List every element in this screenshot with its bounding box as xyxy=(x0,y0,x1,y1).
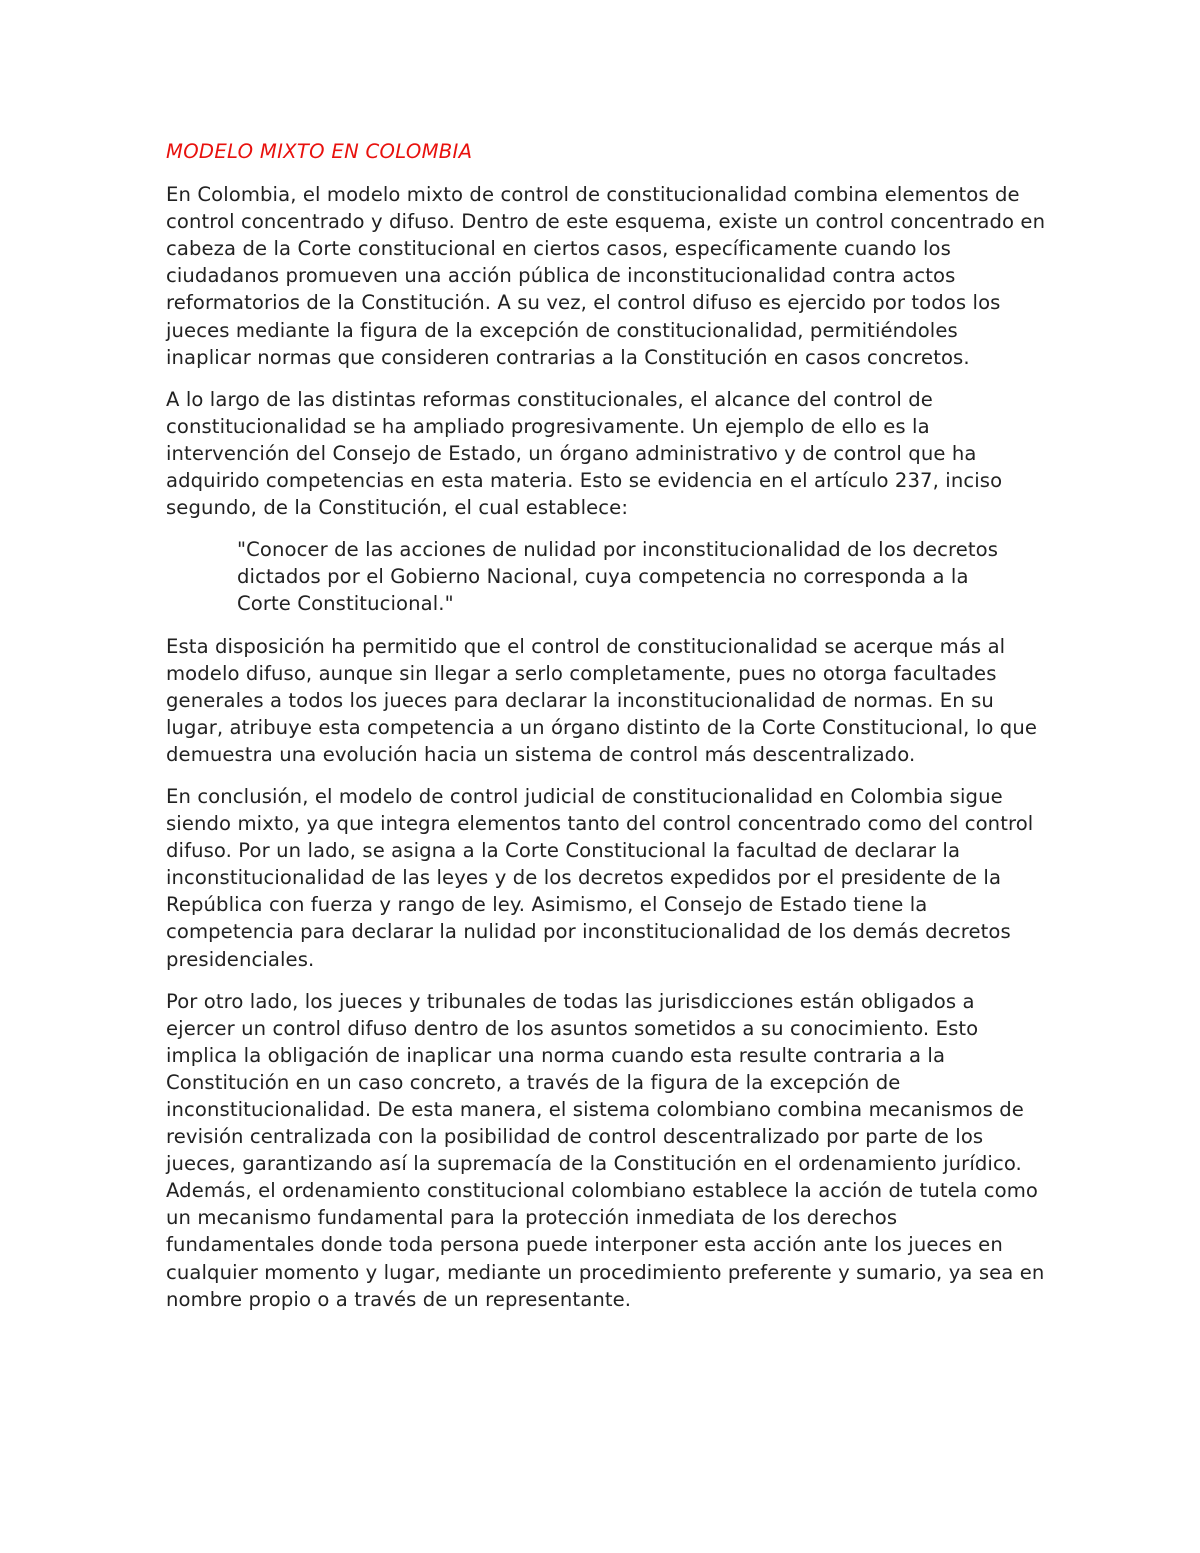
paragraph-judges: Por otro lado, los jueces y tribunales de todas las jurisdicciones están obligados a ejercer un control difuso dentro de los asuntos sometidos a su conocimiento. Esto implica la obligación de inaplicar una norma cuando esta resulte contraria a la Constitución en un caso concreto, a través de la figura de la excepción de inconstitucionalidad. De esta manera, el sistema colombiano combina mecanismos de revisión centralizada con la posibilidad de control descentralizado por parte de los jueces, garantizando así la supremacía de la Constitución en el ordenamiento jurídico. Además, el ordenamiento constitucional colombiano establece la acción de tutela como un mecanismo fundamental para la protección inmediata de los derechos fundamentales donde toda persona puede interponer esta acción ante los jueces en cualquier momento y lugar, mediante un procedimiento preferente y sumario, ya sea en nombre propio o a través de un representante. xyxy=(166,989,1045,1311)
paragraph-reforms: A lo largo de las distintas reformas constitucionales, el alcance del control de constitucionalidad se ha ampliado progresivamente. Un ejemplo de ello es la intervención del Consejo de Estado, un órgano administrativo y de control que ha adquirido competencias en esta materia. Esto se evidencia en el artículo 237, inciso segundo, de la Constitución, el cual establece: xyxy=(166,387,1003,520)
document-title: MODELO MIXTO EN COLOMBIA xyxy=(166,140,473,163)
paragraph-disposition: Esta disposición ha permitido que el control de constitucionalidad se acerque más al modelo difuso, aunque sin llegar a serlo completamente, pues no otorga facultades generales a todos los jueces para declarar la inconstitucionalidad de normas. En su lugar, atribuye esta competencia a un órgano distinto de la Corte Constitucional, lo que demuestra una evolución hacia un sistema de control más descentralizado. xyxy=(166,634,1037,766)
paragraph-intro: En Colombia, el modelo mixto de control de constitucionalidad combina elementos de control concentrado y difuso. Dentro de este esquema, existe un control concentrado en cabeza de la Corte constitucional en ciertos casos, específicamente cuando los ciudadanos promueven una acción pública de inconstitucionalidad contra actos reformatorios de la Constitución. A su vez, el control difuso es ejercido por todos los jueces mediante la figura de la excepción de constitucionalidad, permitiéndoles inaplicar normas que consideren contrarias a la Constitución en casos concretos. xyxy=(166,183,1046,369)
paragraph-conclusion: En conclusión, el modelo de control judicial de constitucionalidad en Colombia sigue siendo mixto, ya que integra elementos tanto del control concentrado como del control difuso. Por un lado, se asigna a la Corte Constitucional la facultad de declarar la inconstitucionalidad de las leyes y de los decretos expedidos por el presidente de la República con fuerza y rango de ley. Asimismo, el Consejo de Estado tiene la competencia para declarar la nulidad por inconstitucionalidad de los demás decretos presidenciales. xyxy=(166,784,1034,971)
document-page xyxy=(166,138,1046,1328)
block-quote: "Conocer de las acciones de nulidad por inconstitucionalidad de los decretos dictados por el Gobierno Nacional, cuya competencia no corresponda a la Corte Constitucional." xyxy=(237,538,999,616)
